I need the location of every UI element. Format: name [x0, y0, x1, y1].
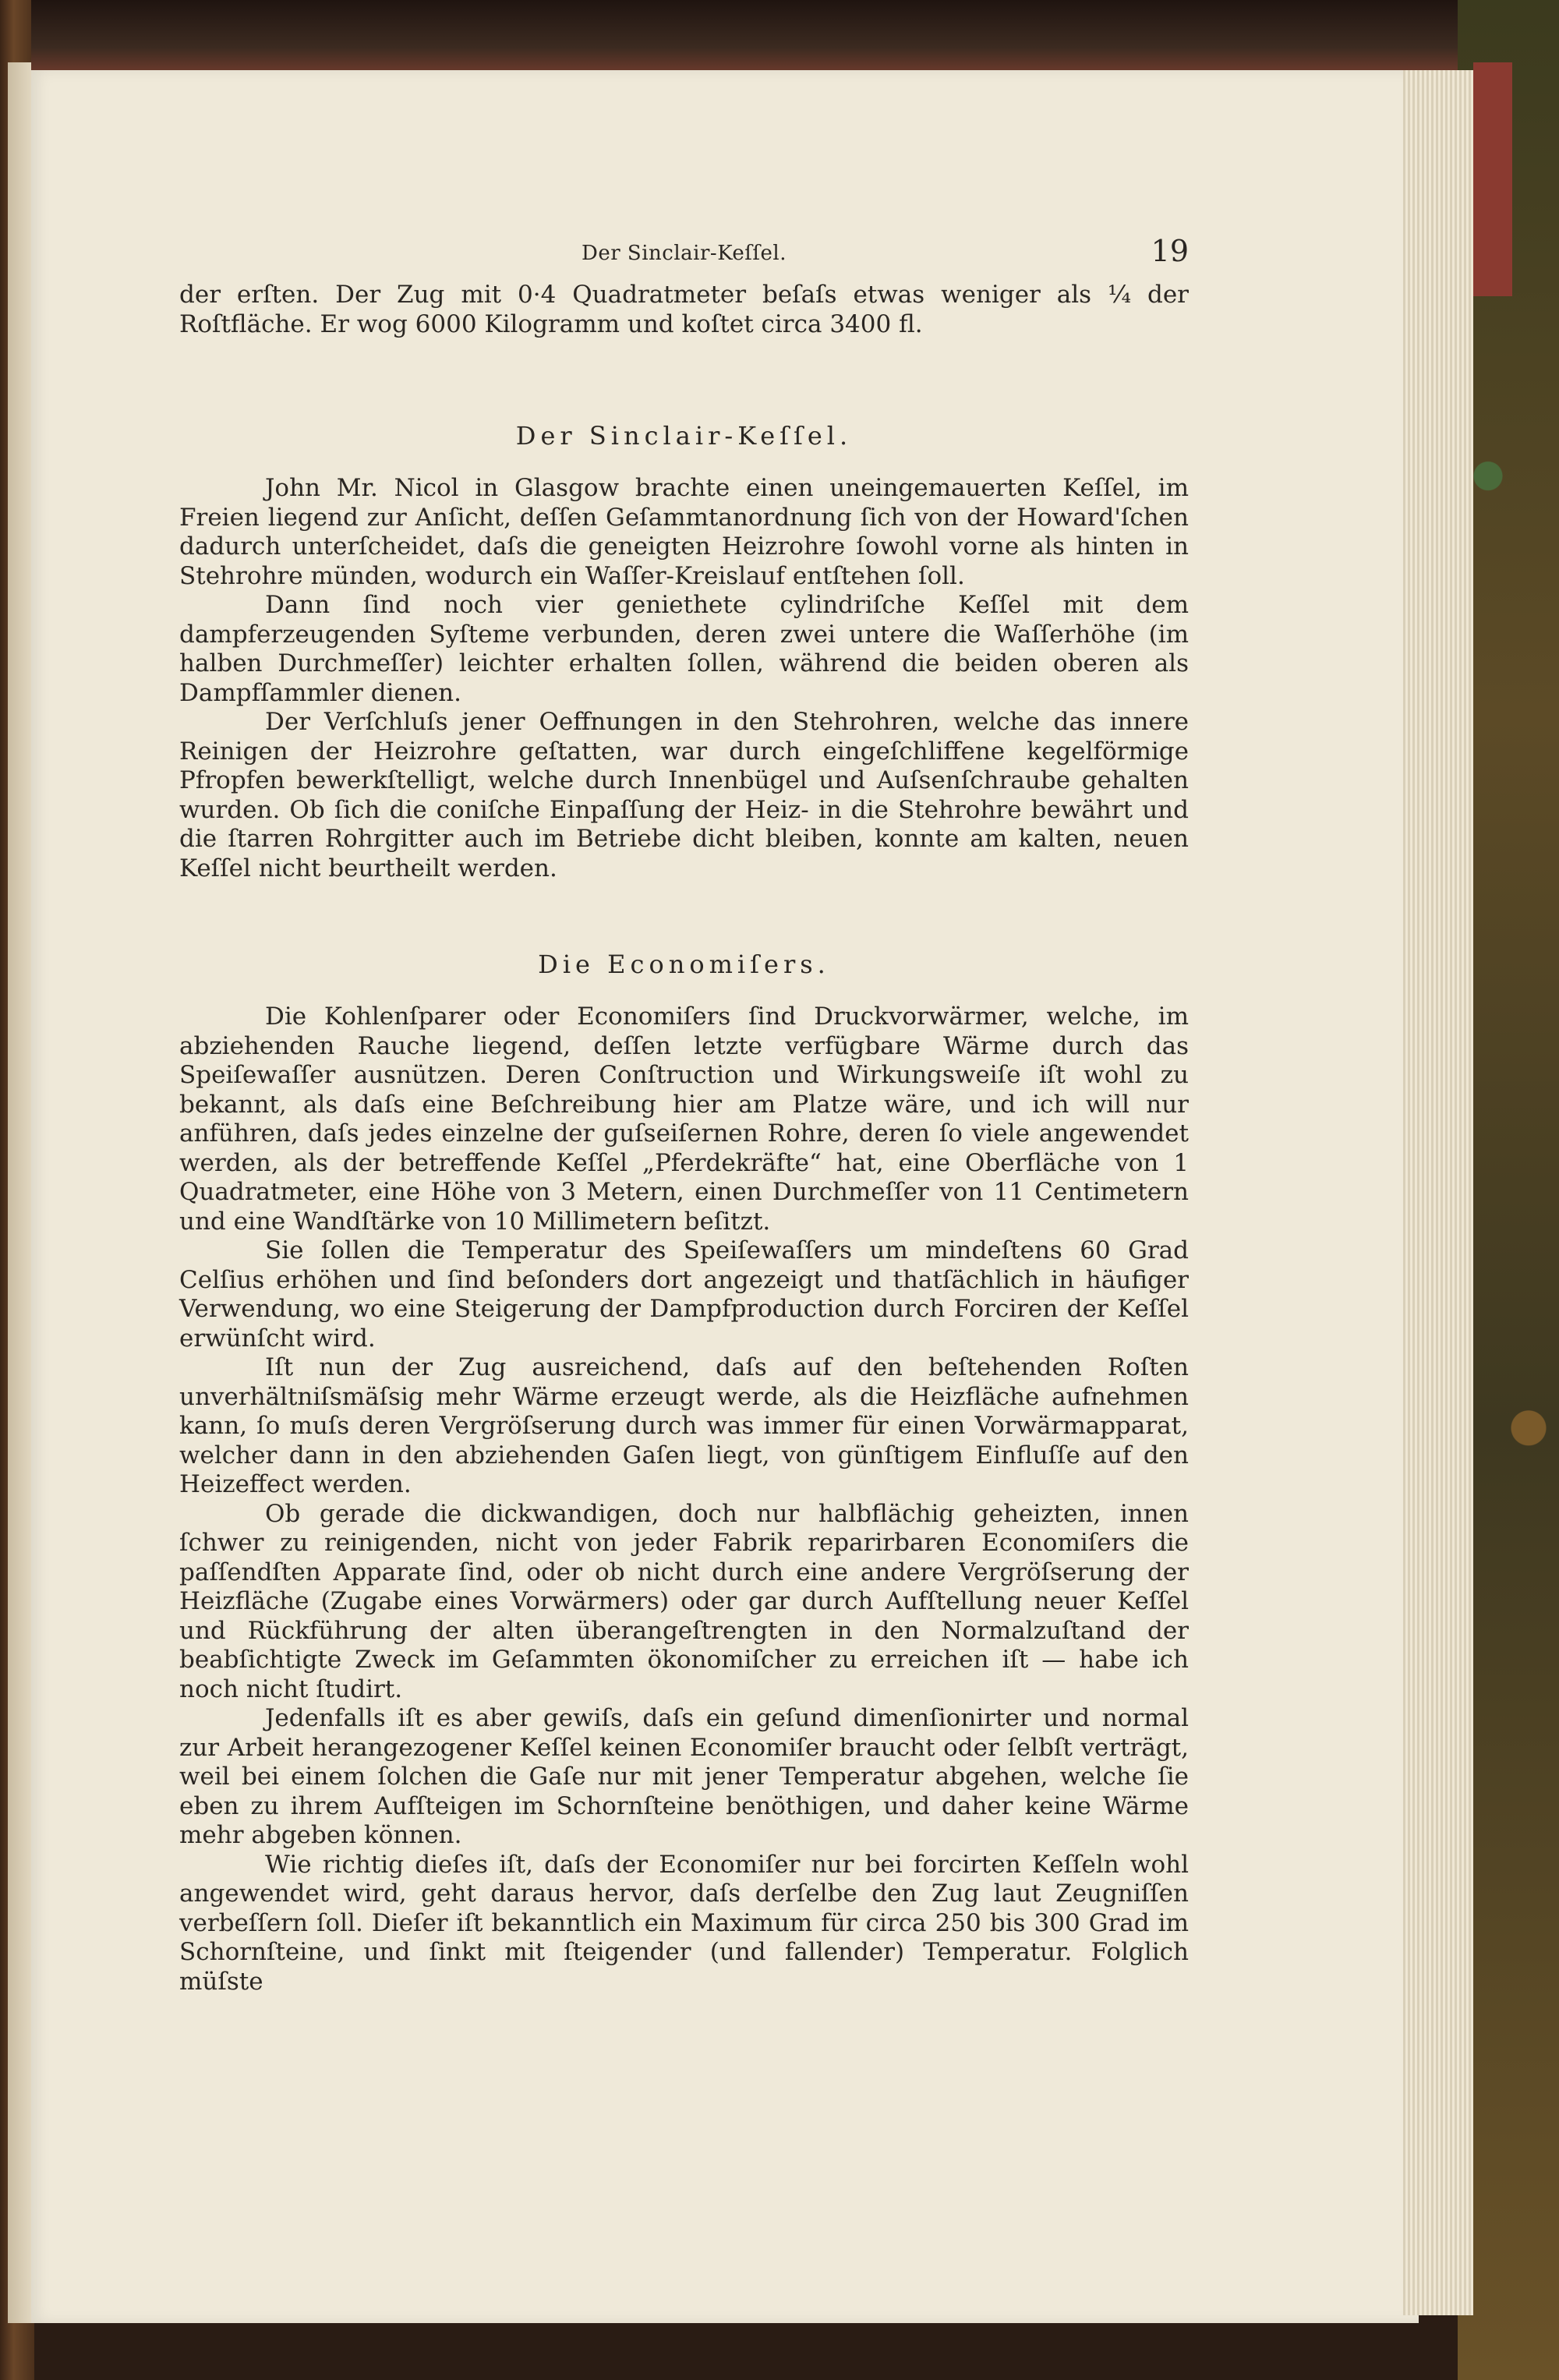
page-content: [179, 234, 1189, 1996]
paragraph: Ob gerade die dickwandigen, doch nur halbflächig geheizten, innen ſchwer zu reinigenden, nicht von jeder Fabrik reparirbaren Economiſers die paſſendſten Apparate ſind, oder ob nicht durch eine andere Vergröſserung der Heizfläche (Zugabe eines Vorwärmers) oder gar durch Aufſtellung neuer Keſſel und Rückführung der alten überangeſtrengten in den Normalzuſtand der beabſichtigte Zweck im Geſammten ökonomiſcher zu erreichen iſt — habe ich noch nicht ſtudirt.: [179, 1499, 1189, 1703]
page-stack-edge: [1403, 70, 1473, 2315]
paragraph: Jedenfalls iſt es aber gewiſs, daſs ein geſund dimenſionirter und normal zur Arbeit herangezogener Keſſel keinen Economiſer braucht oder ſelbſt verträgt, weil bei einem ſolchen die Gaſe nur mit jener Temperatur abgehen, welche ſie eben zu ihrem Aufſteigen im Schornſteine benöthigen, und daher keine Wärme mehr abgeben können.: [179, 1704, 1189, 1849]
paragraph: Dann ſind noch vier geniethete cylindriſche Keſſel mit dem dampferzeugenden Syſteme verbunden, deren zwei untere die Waſſerhöhe (im halben Durchmeſſer) leichter erhalten ſollen, während die beiden oberen als Dampfſammler dienen.: [179, 591, 1189, 707]
section-heading-economisers: Die Economiſers.: [538, 950, 830, 979]
page-number: 19: [1151, 234, 1189, 268]
paragraph: Iſt nun der Zug ausreichend, daſs auf den beſtehenden Roſten unverhältniſsmäſsig mehr Wärme erzeugt werde, als die Heizfläche aufnehmen kann, ſo muſs deren Vergröſserung durch was immer für einen Vorwärmapparat, welcher dann in den abziehenden Gaſen liegt, von günſtigem Einfluſſe auf den Heizeffect werden.: [179, 1353, 1189, 1498]
paragraph: Wie richtig dieſes iſt, daſs der Economiſer nur bei forcirten Keſſeln wohl angewendet wird, geht daraus hervor, daſs derſelbe den Zug laut Zeugniſſen verbeſſern ſoll. Dieſer iſt bekanntlich ein Maximum für circa 250 bis 300 Grad im Schornſteine, und ſinkt mit ſteigender (und fallender) Temperatur. Folglich müſste: [179, 1850, 1189, 1996]
paragraph: Sie ſollen die Temperatur des Speiſewaſſers um mindeſtens 60 Grad Celſius erhöhen und ſind beſonders dort angezeigt und thatſächlich in häufiger Verwendung, wo eine Steigerung der Dampfproduction durch Forciren der Keſſel erwünſcht wird.: [179, 1236, 1189, 1353]
section-heading-sinclair: Der Sinclair-Keſſel.: [515, 421, 853, 451]
intro-paragraph: der erſten. Der Zug mit 0·4 Quadratmeter beſaſs etwas weniger als ¼ der Roſtfläche. Er wog 6000 Kilogramm und koſtet circa 3400 fl.: [179, 281, 1189, 338]
intro-block: [179, 281, 1189, 382]
paragraph: Die Kohlenſparer oder Economiſers ſind Druckvorwärmer, welche, im abziehenden Rauche liegend, deſſen letzte verfügbare Wärme durch das Speiſewaſſer ausnützen. Deren Conſtruction und Wirkungsweiſe iſt wohl zu bekannt, als daſs eine Beſchreibung hier am Platze wäre, und ich will nur anführen, daſs jedes einzelne der guſseiſernen Rohre, deren ſo viele angewendet werden, als der betreffende Keſſel „Pferdekräfte“ hat, eine Oberfläche von 1 Quadratmeter, eine Höhe von 3 Metern, einen Durchmeſſer von 11 Centimetern und eine Wandſtärke von 10 Millimetern beſitzt.: [179, 1003, 1189, 1236]
paragraph: John Mr. Nicol in Glasgow brachte einen uneingemauerten Keſſel, im Freien liegend zur Anſicht, deſſen Geſammtanordnung ſich von der Howard'ſchen dadurch unterſcheidet, daſs die geneigten Heizrohre ſowohl vorne als hinten in Stehrohre münden, wodurch ein Waſſer-Kreislauf entſtehen ſoll.: [179, 474, 1189, 590]
running-head: [179, 234, 1189, 281]
right-cover-band: [1473, 62, 1512, 296]
paragraph: Der Verſchluſs jener Oeffnungen in den Stehrohren, welche das innere Reinigen der Heizrohre geſtatten, war durch eingeſchliffene kegelförmige Pfropfen bewerkſtelligt, welche durch Innenbügel und Auſsenſchraube gehalten wurden. Ob ſich die coniſche Einpaſſung der Heiz- in die Stehrohre bewährt und die ſtarren Rohrgitter auch im Betriebe dicht bleiben, konnte am kalten, neuen Keſſel nicht beurtheilt werden.: [179, 708, 1189, 882]
running-title: Der Sinclair-Keſſel.: [581, 242, 787, 265]
